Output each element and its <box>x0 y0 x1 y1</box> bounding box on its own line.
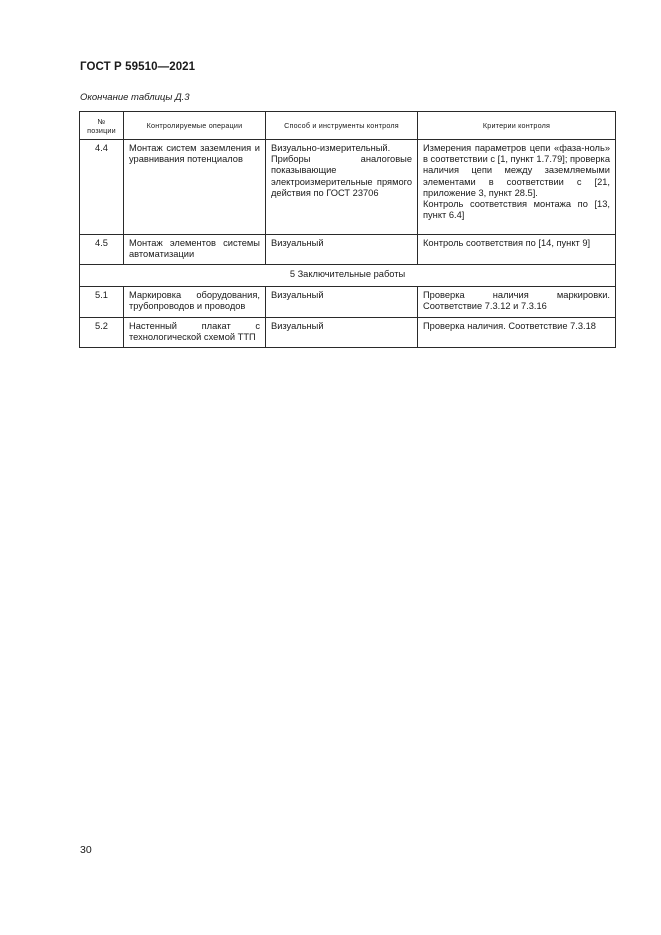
page-number: 30 <box>80 844 92 856</box>
table-caption: Окончание таблицы Д.3 <box>80 92 190 103</box>
section-row <box>80 265 616 287</box>
position-number: 4.4 <box>80 140 124 235</box>
table-header-row <box>80 112 616 140</box>
criteria-text-extra: Контроль соответствия монтажа по [13, пункт 6.4] <box>423 199 610 221</box>
method-cell: Визуальный <box>266 318 418 348</box>
position-number: 5.2 <box>80 318 124 348</box>
table-row <box>80 235 616 265</box>
criteria-text: Измерения параметров цепи «фаза-ноль» в соответствии с [1, пункт 1.7.79]; проверка наличия цепи между заземляемыми элементами в соответствии с [21, приложение 3, пункт 28.5]. <box>423 143 610 198</box>
operation-cell: Монтаж систем заземления и уравнивания потенциалов <box>124 140 266 235</box>
criteria-cell: Проверка наличия маркировки. Соответствие 7.3.12 и 7.3.16 <box>418 287 616 318</box>
method-cell: Визуальный <box>266 287 418 318</box>
operation-cell: Маркировка оборудования, трубопроводов и проводов <box>124 287 266 318</box>
table-row <box>80 287 616 318</box>
column-header-method: Способ и инструменты контроля <box>266 112 418 140</box>
control-table <box>79 111 616 348</box>
standard-title: ГОСТ Р 59510—2021 <box>80 61 196 73</box>
operation-cell: Монтаж элементов системы автоматизации <box>124 235 266 265</box>
position-number: 4.5 <box>80 235 124 265</box>
column-header-position: № позиции <box>80 112 124 140</box>
criteria-cell: Контроль соответствия по [14, пункт 9] <box>418 235 616 265</box>
operation-cell: Настенный плакат с технологической схемой ТТП <box>124 318 266 348</box>
section-title: 5 Заключительные работы <box>80 265 616 287</box>
criteria-cell: Проверка наличия. Соответствие 7.3.18 <box>418 318 616 348</box>
column-header-criteria: Критерии контроля <box>418 112 616 140</box>
position-number: 5.1 <box>80 287 124 318</box>
column-header-operations: Контролируемые операции <box>124 112 266 140</box>
method-cell: Визуальный <box>266 235 418 265</box>
table-row <box>80 140 616 235</box>
method-cell: Визуально-измерительный. Приборы аналоговые показывающие электроизмерительные прямого действия по ГОСТ 23706 <box>266 140 418 235</box>
criteria-cell <box>418 140 616 235</box>
table-row <box>80 318 616 348</box>
